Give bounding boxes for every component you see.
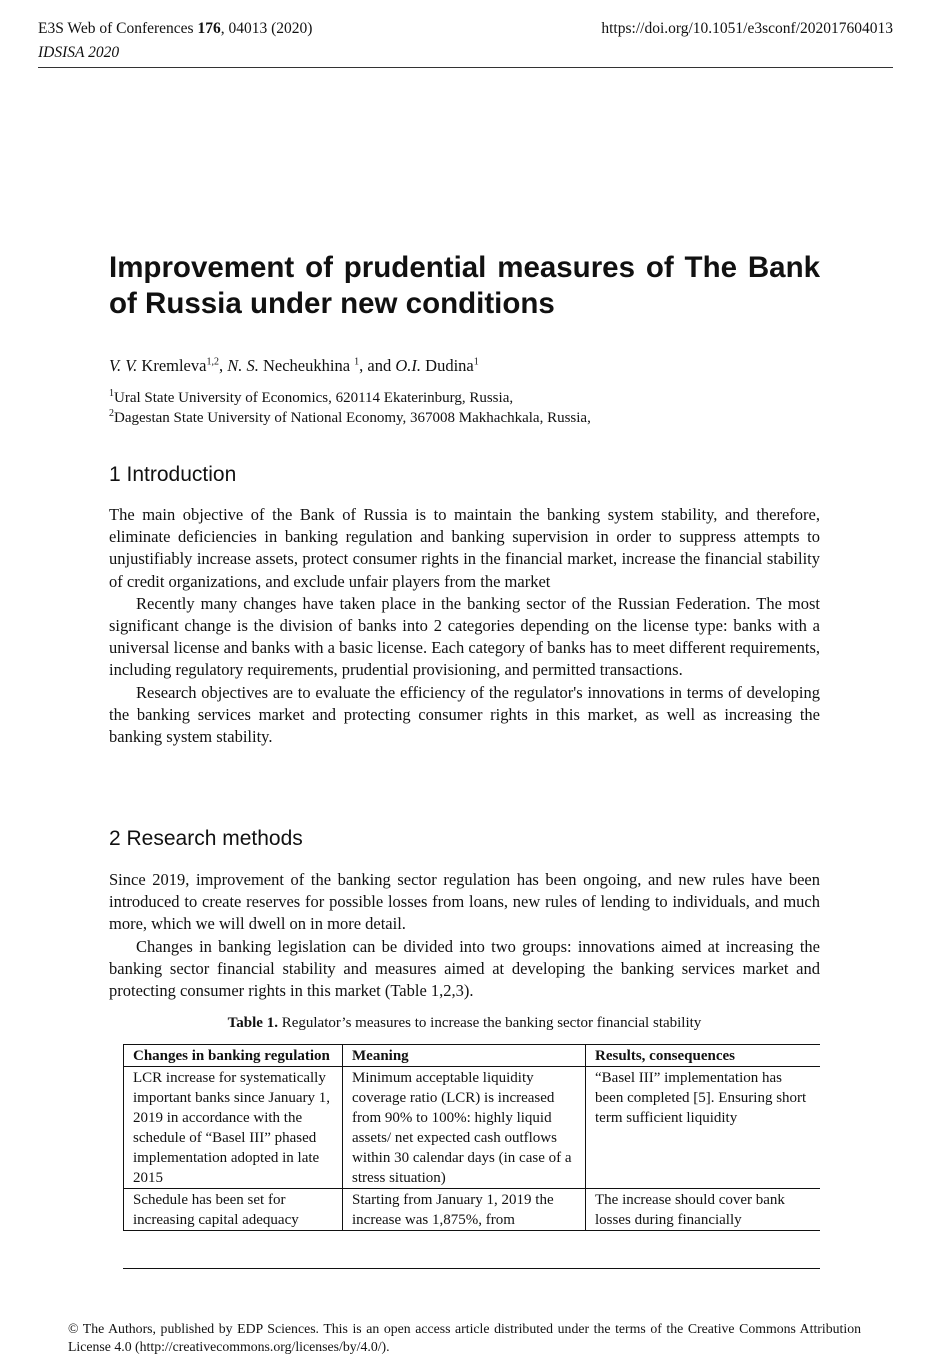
table-label: Table 1. — [227, 1015, 278, 1031]
affiliation — [109, 388, 513, 408]
journal-prefix: E3S Web of Conferences — [38, 20, 198, 37]
header-divider — [38, 67, 893, 68]
paragraph: Recently many changes have taken place in the banking sector of the Russian Federation. The most significant change is the division of banks into 2 categories depending on the license type: banks with a universal license and banks with a basic license. Each category of banks has to meet different requirements, including regulatory requirements, prudential provisioning, and permitted transactions. — [109, 593, 820, 680]
table-row — [124, 1189, 821, 1231]
column-header: Changes in banking regulation — [124, 1045, 343, 1067]
author-initials: O.I. — [395, 356, 422, 375]
methods-body — [109, 869, 820, 1002]
section-heading: 1 Introduction — [109, 463, 237, 486]
table-cell: “Basel III” implementation has been completed [5]. Ensuring short term sufficient liquidity — [586, 1067, 821, 1189]
paper-title: Improvement of prudential measures of The Bank of Russia under new conditions — [109, 251, 820, 320]
table-cell: LCR increase for systematically important banks since January 1, 2019 in accordance with the schedule of “Basel III” phased implementation adopted in late 2015 — [124, 1067, 343, 1189]
table-cell: Minimum acceptable liquidity coverage ratio (LCR) is increased from 90% to 100%: highly liquid assets/ net expected cash outflows within 30 calendar days (in case of a stress situation) — [343, 1067, 586, 1189]
paragraph: Since 2019, improvement of the banking sector regulation has been ongoing, and new rules have been introduced to create reserves for possible losses from loans, new rules of lending to individuals, and much more, which we will dwell on in more detail. — [109, 870, 820, 934]
author-affiliation-mark: 1 — [473, 356, 479, 368]
conference-name: IDSISA 2020 — [38, 44, 120, 61]
author-separator: , — [218, 356, 228, 375]
affiliation-text: Ural State University of Economics, 620114 Ekaterinburg, Russia, — [114, 390, 514, 406]
affiliation-mark: 1 — [109, 388, 114, 399]
author-separator: , and — [359, 356, 396, 375]
journal-suffix: , 04013 (2020) — [220, 20, 313, 37]
author-affiliation-mark: 1,2 — [206, 356, 219, 368]
introduction-body — [109, 504, 820, 748]
author-affiliation-mark: 1 — [354, 356, 360, 368]
table-row — [124, 1067, 821, 1189]
table-caption — [109, 1013, 820, 1033]
author-list — [109, 355, 479, 377]
journal-volume: 176 — [197, 20, 221, 37]
license-footer: © The Authors, published by EDP Sciences. This is an open access article distributed under the terms of the Creative Commons Attribution License 4.0 (http://creativecommons.org/licenses/by/4.0/). — [68, 1321, 861, 1354]
table-cell: Schedule has been set for increasing capital adequacy — [124, 1189, 343, 1231]
author-name: Kremleva — [137, 356, 207, 375]
table-header-row — [124, 1045, 821, 1067]
paragraph: The main objective of the Bank of Russia is to maintain the banking system stability, and therefore, eliminate deficiencies in banking regulation and banking supervision in order to suppress attempts to unjustifiably increase assets, protect consumer rights in the financial market, increase the financial stability of credit organizations, and exclude unfair players from the market — [109, 505, 820, 591]
measures-table — [123, 1044, 820, 1231]
column-header: Results, consequences — [586, 1045, 821, 1067]
author-initials: V. V. — [109, 356, 138, 375]
journal-citation — [38, 19, 312, 39]
affiliation-text: Dagestan State University of National Economy, 367008 Makhachkala, Russia, — [114, 410, 591, 426]
paragraph: Changes in banking legislation can be divided into two groups: innovations aimed at increasing the banking sector financial stability and measures aimed at developing the banking services market and protecting consumer rights in this market (Table 1,2,3). — [109, 936, 820, 1001]
table-cell: Starting from January 1, 2019 the increase was 1,875%, from — [343, 1189, 586, 1231]
doi-link[interactable]: https://doi.org/10.1051/e3sconf/202017604013 — [601, 20, 893, 37]
column-header: Meaning — [343, 1045, 586, 1067]
table-container — [123, 1044, 820, 1269]
table-caption-text: Regulator’s measures to increase the banking sector financial stability — [277, 1015, 702, 1031]
table-cell: The increase should cover bank losses during financially — [586, 1189, 821, 1231]
affiliation-mark: 2 — [109, 408, 114, 419]
author-initials: N. S. — [227, 356, 259, 375]
section-heading: 2 Research methods — [109, 827, 303, 850]
author-name: Necheukhina — [258, 356, 355, 375]
author-name: Dudina — [421, 356, 474, 375]
paragraph: Research objectives are to evaluate the efficiency of the regulator's innovations in terms of developing the banking services market and protecting consumer rights in this market, as well as increasing the banking system stability. — [109, 682, 820, 747]
affiliation — [109, 408, 591, 428]
